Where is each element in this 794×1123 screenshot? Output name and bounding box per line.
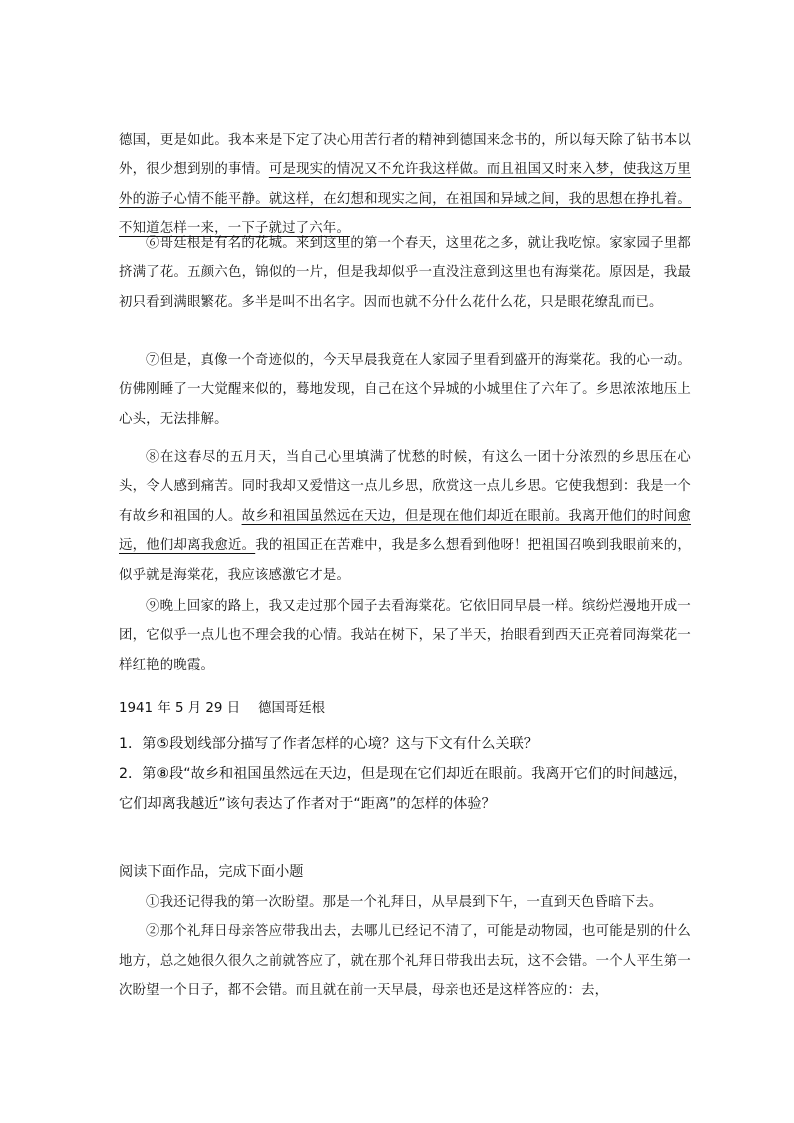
paragraph-continued-text: 德国，更是如此。我本来是下定了决心用苦行者的精神到德国来念书的，所以每天除了钻书本以外，很少想到别的事情。	[119, 133, 691, 178]
underlined-passage-5: 可是现实的情况又不允许我这样做。而且祖国又时来入梦，使我这万里外的游子心情不能平静。就这样，在幻想和现实之间，在祖国和异域之间，我的思想在挣扎着。不知道怎样一来，一下子就过了六年。	[119, 162, 692, 237]
section-2-body	[119, 888, 691, 1006]
section-2-paragraph-1: ①我还记得我的第一次盼望。那是一个礼拜日，从早晨到下午，一直到天色昏暗下去。	[146, 895, 663, 910]
question-list	[119, 729, 691, 819]
paragraph-7-text: ⑦但是，真像一个奇迹似的，今天早晨我竟在人家园子里看到盛开的海棠花。我的心一动。仿佛刚睡了一大觉醒来似的，蓦地发现，自己在这个异城的小城里住了六年了。乡思浓浓地压上心头，无法排解。	[119, 353, 691, 427]
underlined-passage-8: 故乡和祖国虽然远在天边，但是现在他们却近在眼前。我离开他们的时间愈远，他们却离我愈近。	[119, 508, 691, 554]
paragraph-6	[119, 229, 691, 317]
date-place: 德国哥廷根	[258, 701, 326, 716]
question-1: 1．第⑤段划线部分描写了作者怎样的心境？这与下文有什么关联？	[119, 736, 538, 752]
paragraph-6-text: ⑥哥廷根是有名的花城。来到这里的第一个春天，这里花之多，就让我吃惊。家家园子里都挤满了花。五颜六色，锦似的一片，但是我却似乎一直没注意到这里也有海棠花。原因是，我最初只看到满眼繁花。多半是叫不出名字。因而也就不分什么花什么花，只是眼花缭乱而已。	[119, 236, 691, 310]
paragraph-9	[119, 592, 691, 680]
paragraph-8	[119, 443, 691, 590]
paragraph-7	[119, 346, 691, 434]
section-2-heading-block	[119, 861, 691, 883]
paragraph-9-text: ⑨晚上回家的路上，我又走过那个园子去看海棠花。它依旧同早晨一样。缤纷烂漫地开成一团，它似乎一点儿也不理会我的心情。我站在树下，呆了半天，抬眼看到西天正亮着同海棠花一样红艳的晚霞。	[119, 599, 691, 673]
paragraph-8-text-c: 我的祖国正在苦难中，我是多么想看到他呀！把祖国召唤到我眼前来的，似乎就是海棠花，我应该感激它才是。	[119, 538, 691, 583]
question-2: 2．第⑧段“故乡和祖国虽然远在天边，但是现在它们却近在眼前。我离开它们的时间越远，它们却离我越近”该句表达了作者对于“距离”的怎样的体验？	[119, 766, 688, 812]
date-line	[119, 698, 691, 720]
section-2-paragraph-2: ②那个礼拜日母亲答应带我出去，去哪儿已经记不清了，可能是动物园，也可能是别的什么地方，总之她很久很久之前就答应了，就在那个礼拜日带我出去玩，这不会错。一个人平生第一次盼望一个日子，都不会错。而且就在前一天早晨，母亲也还是这样答应的：去，	[119, 924, 691, 999]
paragraph-continued	[119, 126, 691, 244]
date-day: 1941 年 5 月 29 日	[119, 701, 241, 716]
paragraph-8-text-a: ⑧在这春尽的五月天，当自己心里填满了忧愁的时候，有这么一团十分浓烈的乡思压在心头，令人感到痛苦。同时我却又爱惜这一点儿乡思，欣赏这一点儿乡思。它使我想到：我是一个有故乡和祖国的人。	[119, 450, 691, 524]
section-2-heading: 阅读下面作品，完成下面小题	[119, 864, 304, 880]
